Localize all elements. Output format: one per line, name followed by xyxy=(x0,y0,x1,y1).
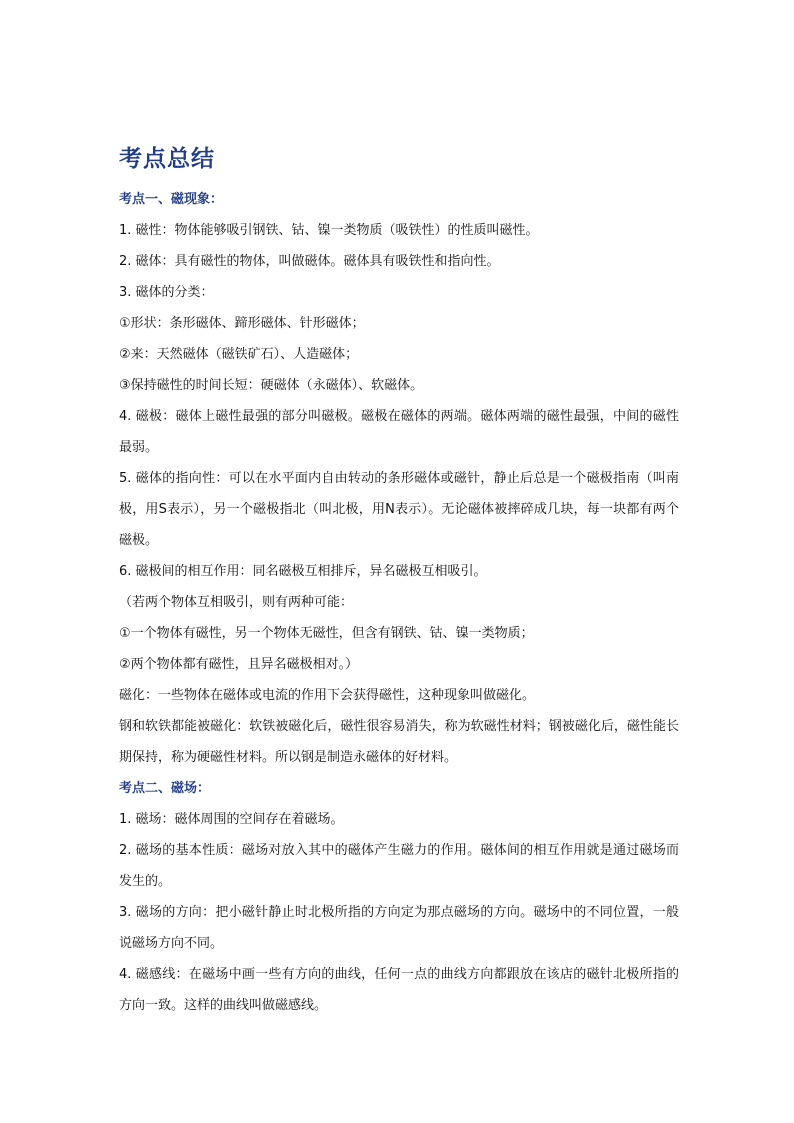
list-item-possibility-two: ②两个物体都有磁性，且异名磁极相对。） xyxy=(119,657,359,672)
paragraph-magnetic-poles: 4. 磁极：磁体上磁性最强的部分叫磁极。磁极在磁体的两端。磁体两端的磁性最强，中间的磁性最弱。 xyxy=(119,409,679,455)
paragraph-directivity: 5. 磁体的指向性：可以在水平面内自由转动的条形磁体或磁针，静止后总是一个磁极指南（叫南极，用S表示），另一个磁极指北（叫北极，用N表示）。无论磁体被摔碎成几块，每一块都有两个磁极。 xyxy=(119,471,679,548)
list-item-possibility-one: ①一个物体有磁性，另一个物体无磁性，但含有钢铁、钴、镍一类物质； xyxy=(119,626,534,641)
paragraph-magnetic-materials: 钢和软铁都能被磁化：软铁被磁化后，磁性很容易消失，称为软磁性材料；钢被磁化后，磁性能长期保持，称为硬磁性材料。所以钢是制造永磁体的好材料。 xyxy=(119,719,679,765)
page-title: 考点总结 xyxy=(119,145,215,172)
list-item-retention-time: ③保持磁性的时间长短：硬磁体（永磁体）、软磁体。 xyxy=(119,378,424,393)
paragraph-field-lines: 4. 磁感线：在磁场中画一些有方向的曲线，任何一点的曲线方向都跟放在该店的磁针北极所指的方向一致。这样的曲线叫做磁感线。 xyxy=(119,967,679,1013)
document-page xyxy=(119,144,679,1021)
list-item-origin: ②来：天然磁体（磁铁矿石）、人造磁体； xyxy=(119,347,359,362)
paragraph-magnet: 2. 磁体：具有磁性的物体，叫做磁体。磁体具有吸铁性和指向性。 xyxy=(119,254,500,269)
paragraph-magnet-classification: 3. 磁体的分类： xyxy=(119,285,214,300)
paragraph-magnetization: 磁化：一些物体在磁体或电流的作用下会获得磁性，这种现象叫做磁化。 xyxy=(119,688,536,703)
paragraph-magnetism: 1. 磁性：物体能够吸引钢铁、钴、镍一类物质（吸铁性）的性质叫磁性。 xyxy=(119,223,539,238)
paragraph-field-property: 2. 磁场的基本性质：磁场对放入其中的磁体产生磁力的作用。磁体间的相互作用就是通过磁场而发生的。 xyxy=(119,843,679,889)
paragraph-field-definition: 1. 磁场：磁体周围的空间存在着磁场。 xyxy=(119,812,344,827)
list-item-shape: ①形状：条形磁体、蹄形磁体、针形磁体； xyxy=(119,316,365,331)
section-heading-magnetic-phenomena: 考点一、磁现象： xyxy=(119,192,224,207)
section-heading-magnetic-field: 考点二、磁场： xyxy=(119,781,211,796)
paragraph-field-direction: 3. 磁场的方向：把小磁针静止时北极所指的方向定为那点磁场的方向。磁场中的不同位置，一般说磁场方向不同。 xyxy=(119,905,679,951)
paragraph-attraction-note: （若两个物体互相吸引，则有两种可能： xyxy=(119,595,354,610)
paragraph-pole-interaction: 6. 磁极间的相互作用：同名磁极互相排斥，异名磁极互相吸引。 xyxy=(119,564,487,579)
